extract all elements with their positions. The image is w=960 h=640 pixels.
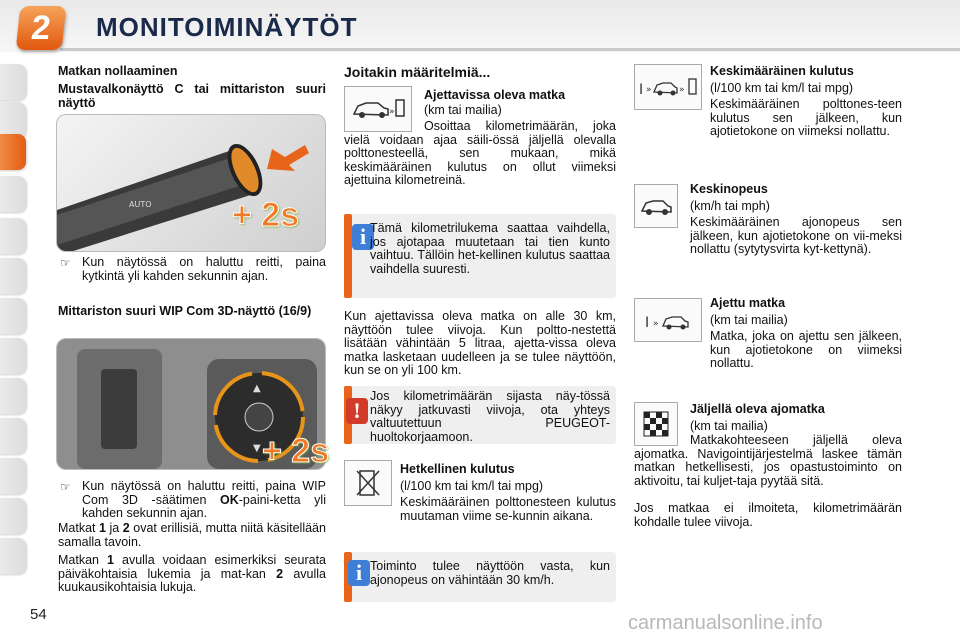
chapter-badge: 2 [16, 6, 67, 50]
trip-number: 2 [122, 521, 130, 535]
bullet-icon: ☞ [60, 480, 71, 494]
info-icon: i [352, 224, 374, 250]
stalk-instruction: Kun näytössä on haluttu reitti, paina kytkintä yli kahden sekunnin ajan. [82, 255, 326, 283]
distance-symbol-box [634, 298, 702, 342]
svg-text:I: I [639, 82, 644, 98]
avg-speed-symbol-box [634, 184, 678, 228]
info-note-2-text: Toiminto tulee näyttöön vasta, kun ajonopeus on vähintään 30 km/h. [370, 559, 610, 587]
note-accent-strip [344, 214, 352, 298]
avg-speed-unit: (km/h tai mph) [690, 199, 770, 213]
side-tab-10[interactable] [0, 418, 26, 454]
svg-text:»: » [653, 319, 659, 329]
reset-heading: Matkan nollaaminen [58, 64, 178, 78]
distance-unit: (km tai mailia) [710, 313, 788, 327]
plus-2s-label: + 2s [232, 196, 300, 234]
warning-note [344, 386, 616, 444]
side-tab-8[interactable] [0, 338, 26, 374]
trips-usage-text [58, 554, 326, 595]
ok-label: OK [220, 492, 239, 507]
wip-instruction-part-a: Kun näytössä on haluttu reitti, paina WIP Com 3D -säätimen [82, 479, 326, 507]
distance-heading: Ajettu matka [710, 296, 786, 310]
car-icon [639, 194, 673, 218]
info-icon: i [348, 560, 370, 586]
distance-icon [643, 307, 693, 333]
instant-symbol-box [344, 460, 392, 506]
trip-number: 1 [99, 521, 106, 535]
side-tab-2[interactable] [0, 102, 26, 138]
text-part: avulla voidaan esimerkiksi seurata päiväkohtaisia lukemia ja mat-kan [58, 553, 326, 581]
wip-heading: Mittariston suuri WIP Com 3D-näyttö (16/9) [58, 304, 312, 318]
info-note-1 [344, 214, 616, 298]
side-tab-11[interactable] [0, 458, 26, 494]
remaining-heading: Jäljellä oleva ajomatka [690, 402, 825, 416]
range-unit: (km tai mailia) [424, 103, 502, 117]
warning-icon: ! [346, 398, 368, 424]
text-part: Matkat [58, 521, 100, 535]
plus-2s-label-2: + 2s [262, 432, 330, 470]
avg-cons-symbol-box [634, 64, 702, 110]
avg-speed-description: Keskimääräinen ajonopeus sen jälkeen, kun ajotietokone on vii-meksi nollattu (sytytysvirta kyt-kettynä). [690, 215, 902, 256]
side-tab-7[interactable] [0, 298, 26, 334]
svg-text:▲: ▲ [253, 383, 261, 394]
text-part: Matkan [58, 553, 108, 567]
avg-speed-heading: Keskinopeus [690, 182, 768, 196]
svg-text:⌂: ⌂ [147, 167, 154, 178]
side-tab-6[interactable] [0, 258, 26, 294]
instant-description: Keskimääräinen polttonesteen kulutus muutaman viime se-kunnin aikana. [400, 495, 616, 523]
side-tab-12[interactable] [0, 498, 26, 534]
page-number: 54 [30, 606, 47, 623]
text-part: ja [106, 521, 123, 535]
avg-cons-description: Keskimääräinen polttones-teen kulutus sen jälkeen, kun ajotietokone on viimeksi nollattu. [710, 97, 902, 138]
svg-text:▼: ▼ [253, 443, 261, 454]
watermark: carmanualsonline.info [628, 612, 823, 634]
svg-text:»: » [389, 107, 395, 117]
c-display-heading: Mustavalkonäyttö C tai mittariston suuri näyttö [58, 82, 326, 110]
svg-text:AUTO: AUTO [129, 200, 152, 209]
range-low-text: Kun ajettavissa oleva matka on alle 30 km, näyttöön tulee viivoja. Kun poltto-nestettä lisätään vähintään 5 litraa, ajetta-vissa oleva matka lasketaan uudelleen ja se tulee näyttöön, kun se on yli 100 km. [344, 309, 616, 377]
info-note-2 [344, 552, 616, 602]
side-tab-4[interactable] [0, 176, 26, 212]
distance-description: Matka, joka on ajettu sen jälkeen, kun ajotietokone on viimeksi nollattu. [710, 329, 902, 370]
text-part: avulla kuukausikohtaisia lukuja. [58, 566, 326, 594]
side-tab-5[interactable] [0, 218, 26, 254]
wip-instruction-part-b: -paini-ketta yli kahden sekunnin ajan. [82, 492, 326, 520]
svg-text:I: I [645, 315, 650, 331]
avg-consumption-icon [637, 72, 699, 102]
side-tab-active[interactable] [0, 134, 26, 170]
range-heading: Ajettavissa oleva matka [424, 88, 566, 102]
instant-unit: (l/100 km tai km/l tai mpg) [400, 479, 544, 493]
svg-text:»: » [646, 85, 652, 95]
fuel-pump-crossed-icon [353, 467, 383, 499]
bullet-icon: ☞ [60, 256, 71, 270]
range-description: Osoittaa kilometrimäärän, joka vielä voidaan ajaa säili-össä jäljellä olevalla polttonesteellä, sen mukaan, mikä keskimääräinen kulutus on ollut viimeksi ajettuina kilometreinä. [344, 119, 616, 187]
svg-text:»: » [679, 85, 685, 95]
info-note-1-text: Tämä kilometrilukema saattaa vaihdella, jos ajotapaa muutetaan tai tien kunto vaihtuu. Tällöin het-kellinen kulutus saattaa vaihdella suuresti. [370, 221, 610, 276]
header-divider [60, 48, 960, 51]
warning-note-text: Jos kilometrimäärän sijasta näy-tössä näkyy jatkuvasti viivoja, ota yhteys valtuutettuun PEUGEOT-huoltokorjaamoon. [370, 389, 610, 444]
side-tab-13[interactable] [0, 538, 26, 574]
avg-cons-heading: Keskimääräinen kulutus [710, 64, 854, 78]
remaining-unit: (km tai mailia) [690, 419, 768, 433]
trip-number: 2 [276, 566, 284, 581]
side-tab-9[interactable] [0, 378, 26, 414]
side-tab-1[interactable] [0, 64, 26, 100]
page-title: MONITOIMINÄYTÖT [96, 12, 358, 42]
trip-number: 1 [107, 553, 114, 567]
remaining-description: Matkakohteeseen jäljellä oleva ajomatka. Navigointijärjestelmä laskee tämän matkan hetkellisesti, jos opastustoiminto on aktivoitu, tai kuljet-taja pyytää sitä. [634, 433, 902, 488]
avg-cons-unit: (l/100 km tai km/l tai mpg) [710, 81, 854, 95]
remaining-no-destination-text: Jos matkaa ei ilmoiteta, kilometrimäärän kohdalle tulee viivoja. [634, 501, 902, 529]
definitions-title: Joitakin määritelmiä... [344, 64, 491, 80]
instant-heading: Hetkellinen kulutus [400, 462, 515, 476]
wip-instruction [82, 480, 326, 521]
text-part: ovat erillisiä, mutta niitä käsitellään samalla tavoin. [58, 521, 326, 549]
trips-separate-text [58, 522, 326, 549]
